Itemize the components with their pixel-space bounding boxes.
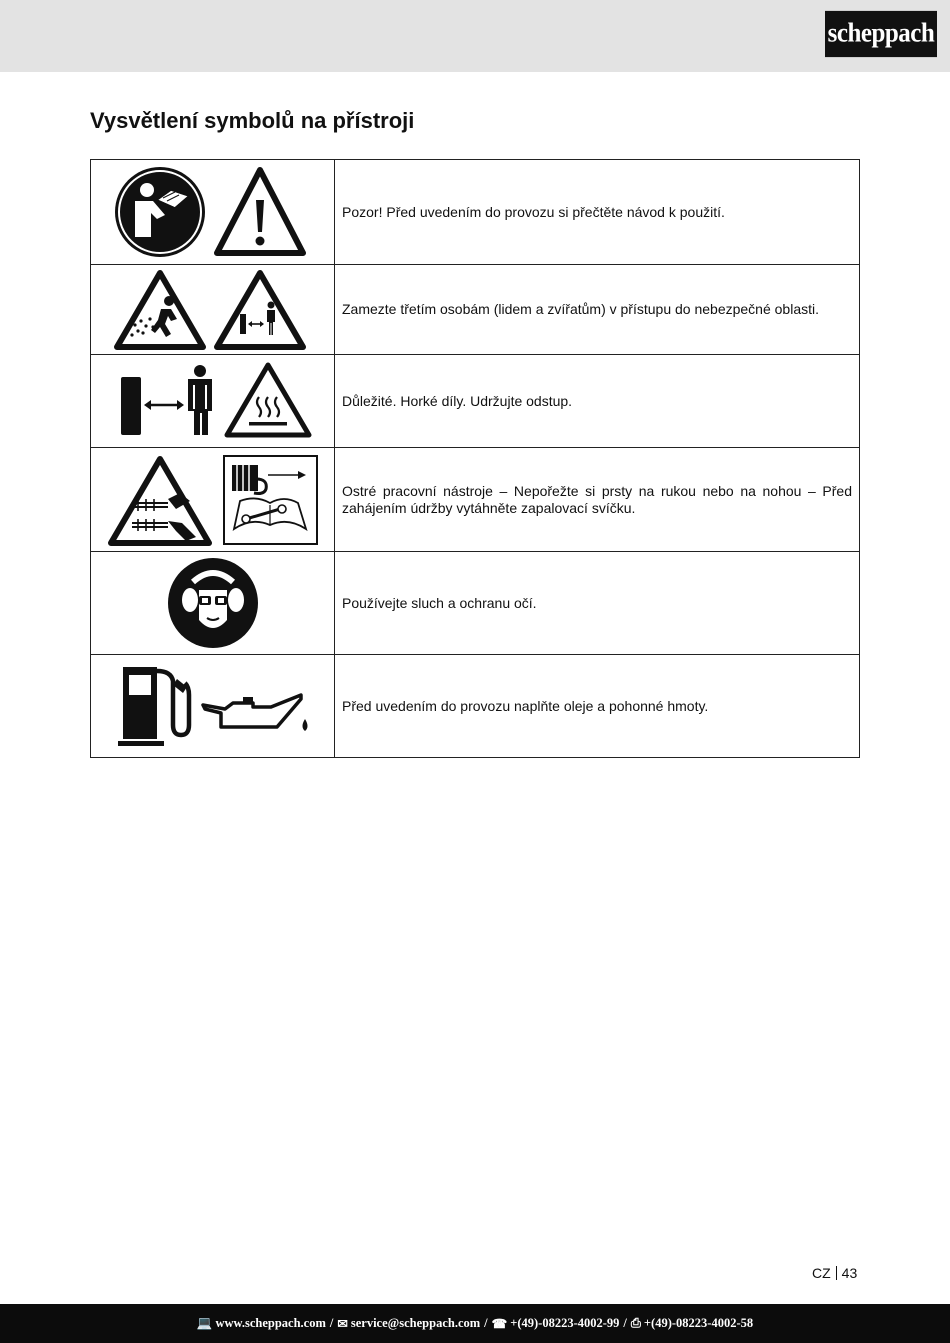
row4-icons [106,453,320,547]
warning-exclamation-icon [217,170,303,253]
page-number-value: 43 [841,1265,858,1281]
remove-spark-plug-icon [224,456,317,544]
description-cell: Zamezte třetím osobám (lidem a zvířatům) v přístupu do nebezpečné oblasti. [335,265,860,355]
icon-cell [91,448,335,552]
row2-icons [113,269,313,351]
description-cell: Důležité. Horké díly. Udržujte odstup. [335,355,860,448]
table-row [91,265,860,355]
table-row [91,448,860,552]
icon-cell [91,160,335,265]
page-separator [836,1266,837,1280]
footer-separator: / [484,1316,488,1330]
read-manual-icon [115,167,205,257]
icon-cell [91,355,335,448]
footer-website[interactable]: www.scheppach.com [215,1316,326,1330]
table-row [91,355,860,448]
footer-separator: / [623,1316,627,1330]
page-lang: CZ [812,1265,831,1281]
table-row [91,655,860,758]
footer-bar [0,1304,950,1343]
footer-fax: +(49)-08223-4002-58 [643,1316,754,1330]
distance-person-icon [121,365,212,435]
fax-icon: ⎙ [630,1316,641,1330]
footer-separator: / [329,1316,334,1330]
description-cell: Před uvedením do provozu naplňte oleje a pohonné hmoty. [335,655,860,758]
footer-phone: +(49)-08223-4002-99 [510,1316,620,1330]
brand-logo [825,11,937,57]
description-cell: Ostré pracovní nástroje – Nepořežte si prsty na rukou nebo na nohou – Před zahájením údržby vytáhněte zapalovací svíčku. [335,448,860,552]
row1-icons [113,164,313,260]
mail-icon: ✉ [337,1316,348,1331]
hearing-eye-protection-icon [168,558,258,648]
row3-icons [113,361,313,441]
sharp-blade-warning-icon [111,459,209,543]
symbols-table [90,159,860,758]
icon-cell [91,552,335,655]
footer-email[interactable]: service@scheppach.com [350,1316,481,1330]
keep-distance-warning-icon [217,273,303,347]
description-cell: Používejte sluch a ochranu očí. [335,552,860,655]
table-row [91,160,860,265]
row6-icons [113,661,313,751]
laptop-icon: 💻 [196,1316,213,1330]
fuel-pump-icon [118,667,189,746]
row5-icons [163,556,263,650]
phone-icon: ☎ [491,1316,508,1331]
page-title: Vysvětlení symbolů na přístroji [90,108,415,133]
hot-surface-warning-icon [227,365,309,435]
oil-can-icon [203,695,308,731]
brand-name: scheppach [827,18,935,49]
page-number [812,1265,857,1281]
description-cell: Pozor! Před uvedením do provozu si přečtěte návod k použití. [335,160,860,265]
icon-cell [91,655,335,758]
table-row [91,552,860,655]
icon-cell [91,265,335,355]
flying-debris-warning-icon [117,273,203,347]
header-band [0,0,950,72]
